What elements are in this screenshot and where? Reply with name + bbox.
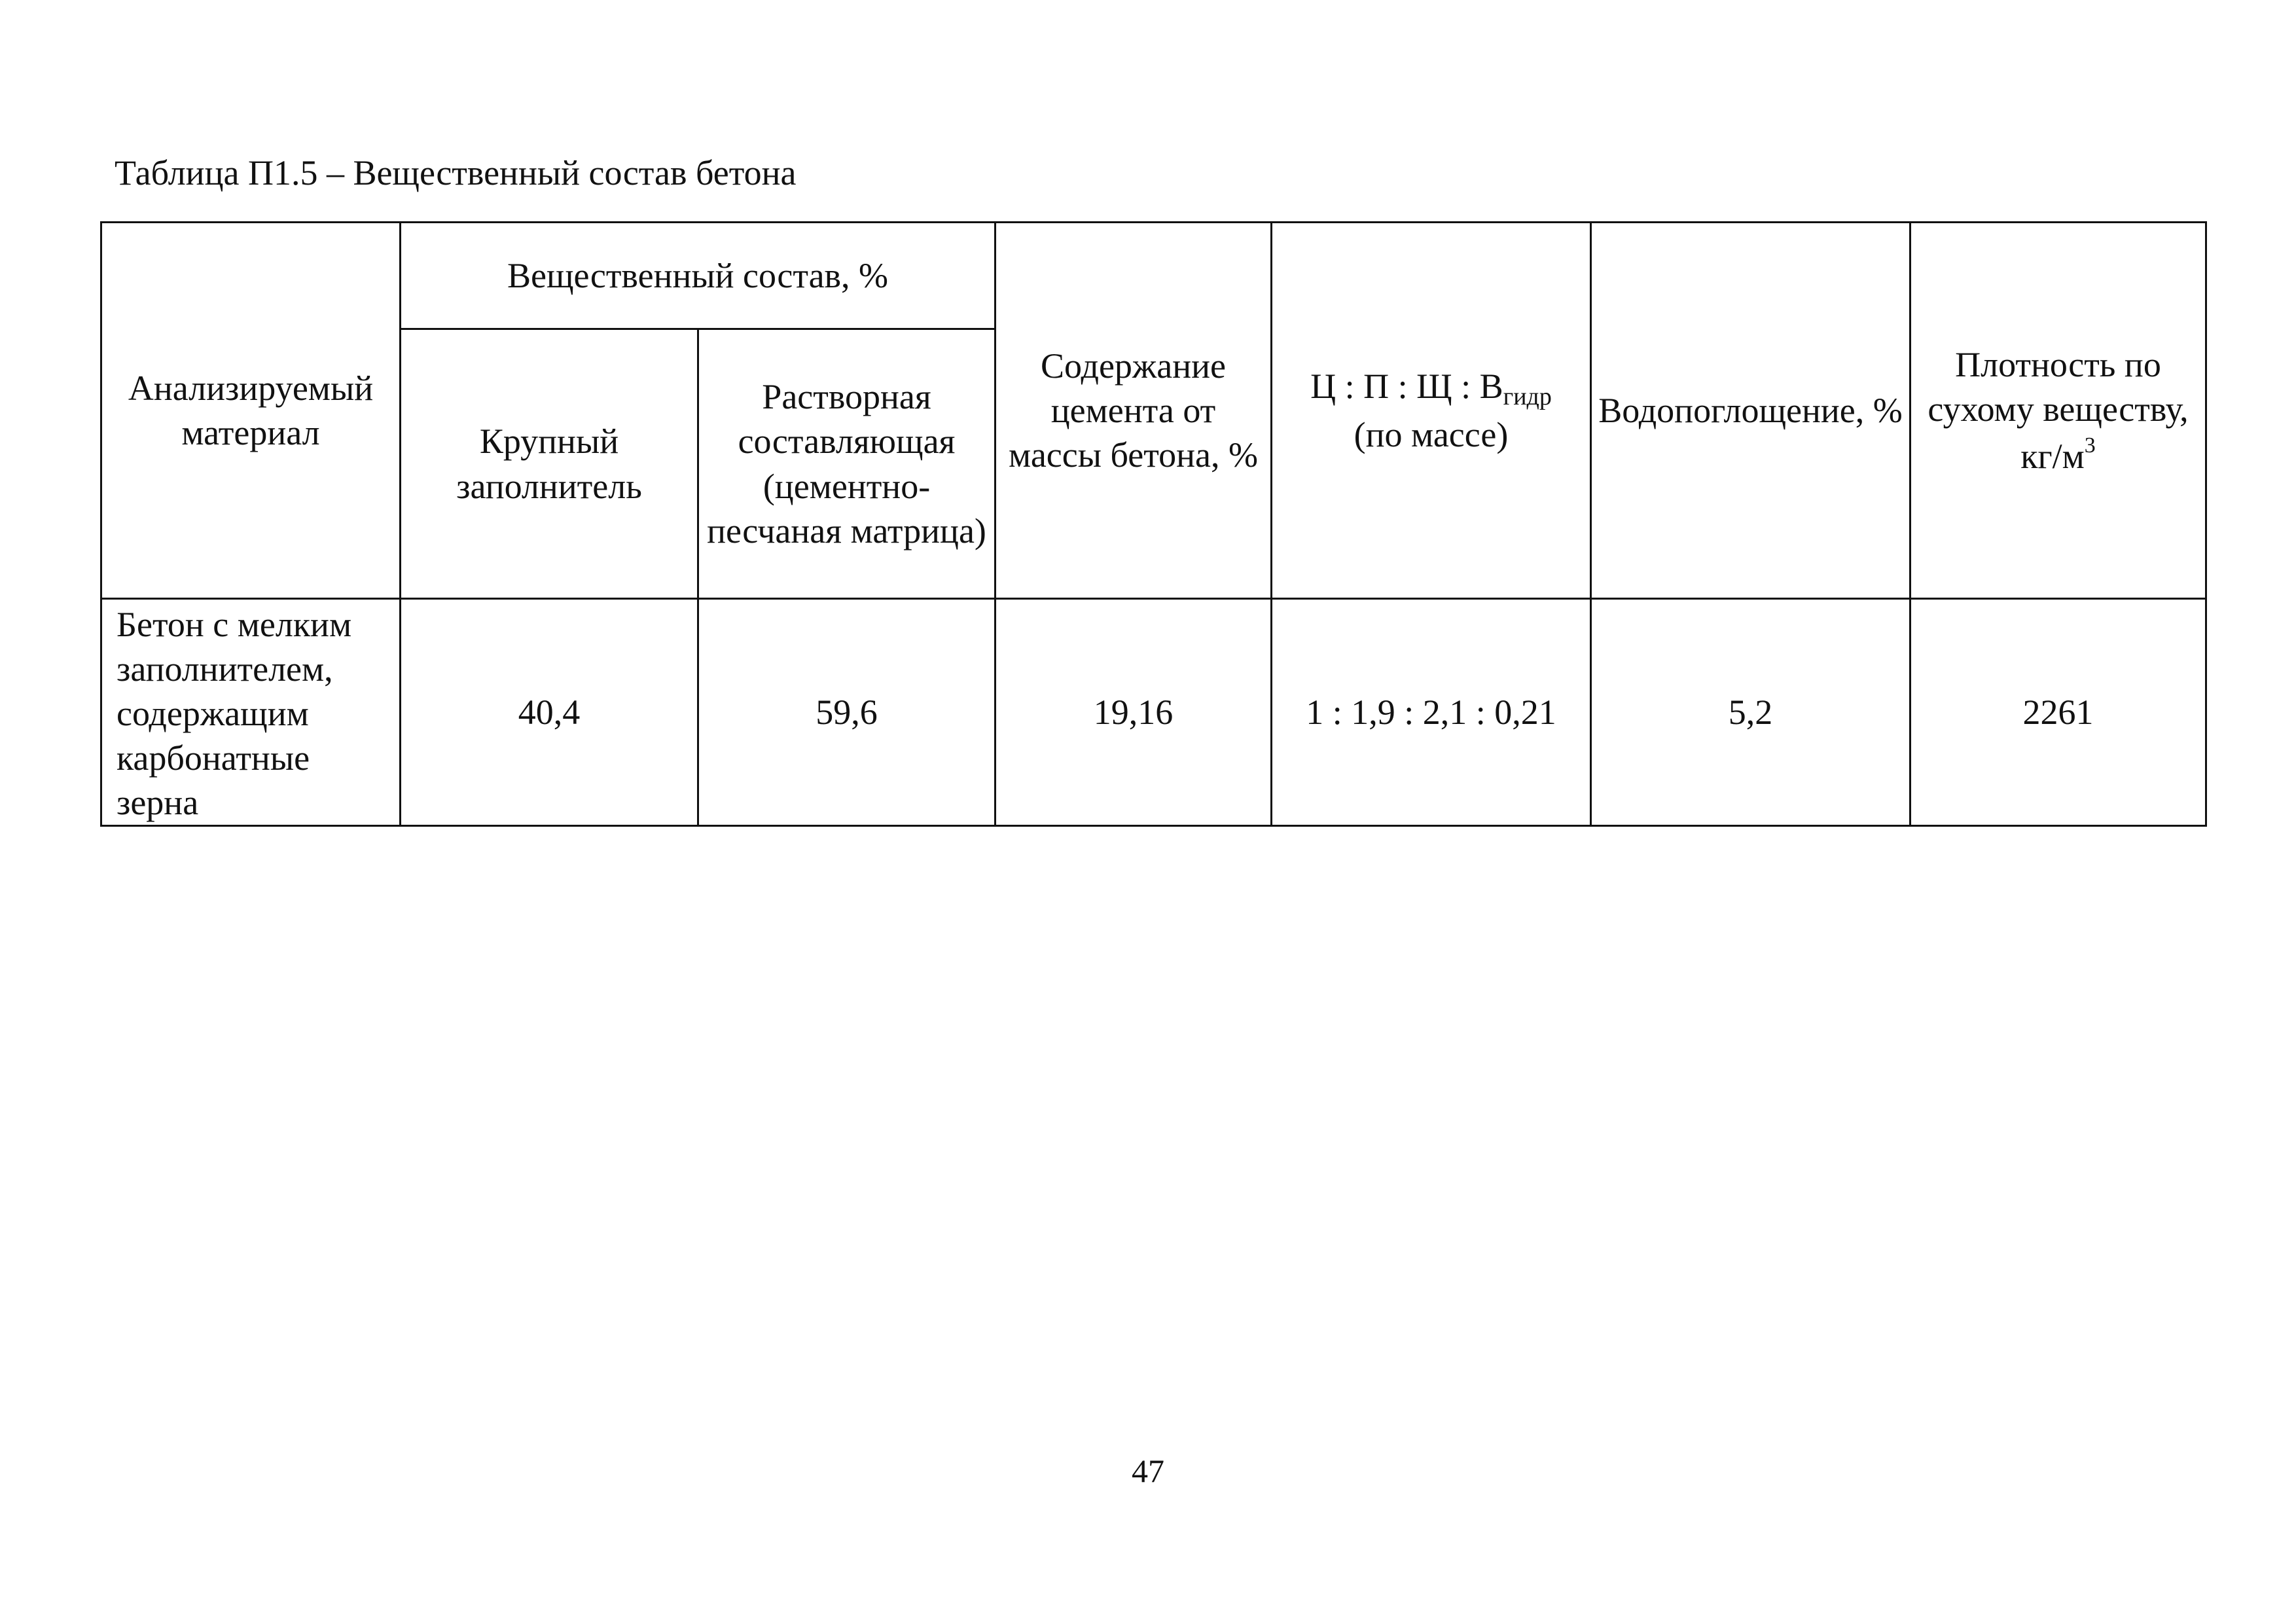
- header-water-absorption: Водопоглощение, %: [1591, 223, 1910, 599]
- header-ratio: [1272, 223, 1591, 599]
- cell-density: 2261: [1910, 599, 2206, 826]
- cell-ratio: 1 : 1,9 : 2,1 : 0,21: [1272, 599, 1591, 826]
- header-coarse: Крупный заполнитель: [401, 329, 698, 599]
- header-density-main: Плотность по сухому веществу, кг/м: [1928, 345, 2189, 476]
- header-material: Анализируемый материал: [101, 223, 401, 599]
- header-ratio-main: Ц : П : Щ : В: [1310, 366, 1503, 406]
- header-mortar: Растворная составляющая (цементно-песчаная матрица): [698, 329, 996, 599]
- page-number: 47: [1132, 1453, 1164, 1489]
- header-cement-content: Содержание цемента от массы бетона, %: [996, 223, 1272, 599]
- table-row: [101, 599, 2206, 826]
- composition-table: [100, 221, 2207, 827]
- header-density-superscript: 3: [2084, 433, 2096, 458]
- table-caption: Таблица П1.5 – Вещественный состав бетона: [115, 153, 797, 192]
- header-ratio-subscript: гидр: [1503, 382, 1552, 410]
- header-row-top: [101, 223, 2206, 329]
- cell-cement-content: 19,16: [996, 599, 1272, 826]
- cell-material: Бетон с мелким заполнителем, содержащим карбонатные зерна: [101, 599, 401, 826]
- header-composition-group: Вещественный состав, %: [401, 223, 996, 329]
- cell-water-absorption: 5,2: [1591, 599, 1910, 826]
- cell-mortar: 59,6: [698, 599, 996, 826]
- header-density: [1910, 223, 2206, 599]
- cell-coarse: 40,4: [401, 599, 698, 826]
- header-ratio-note: (по массе): [1354, 415, 1509, 455]
